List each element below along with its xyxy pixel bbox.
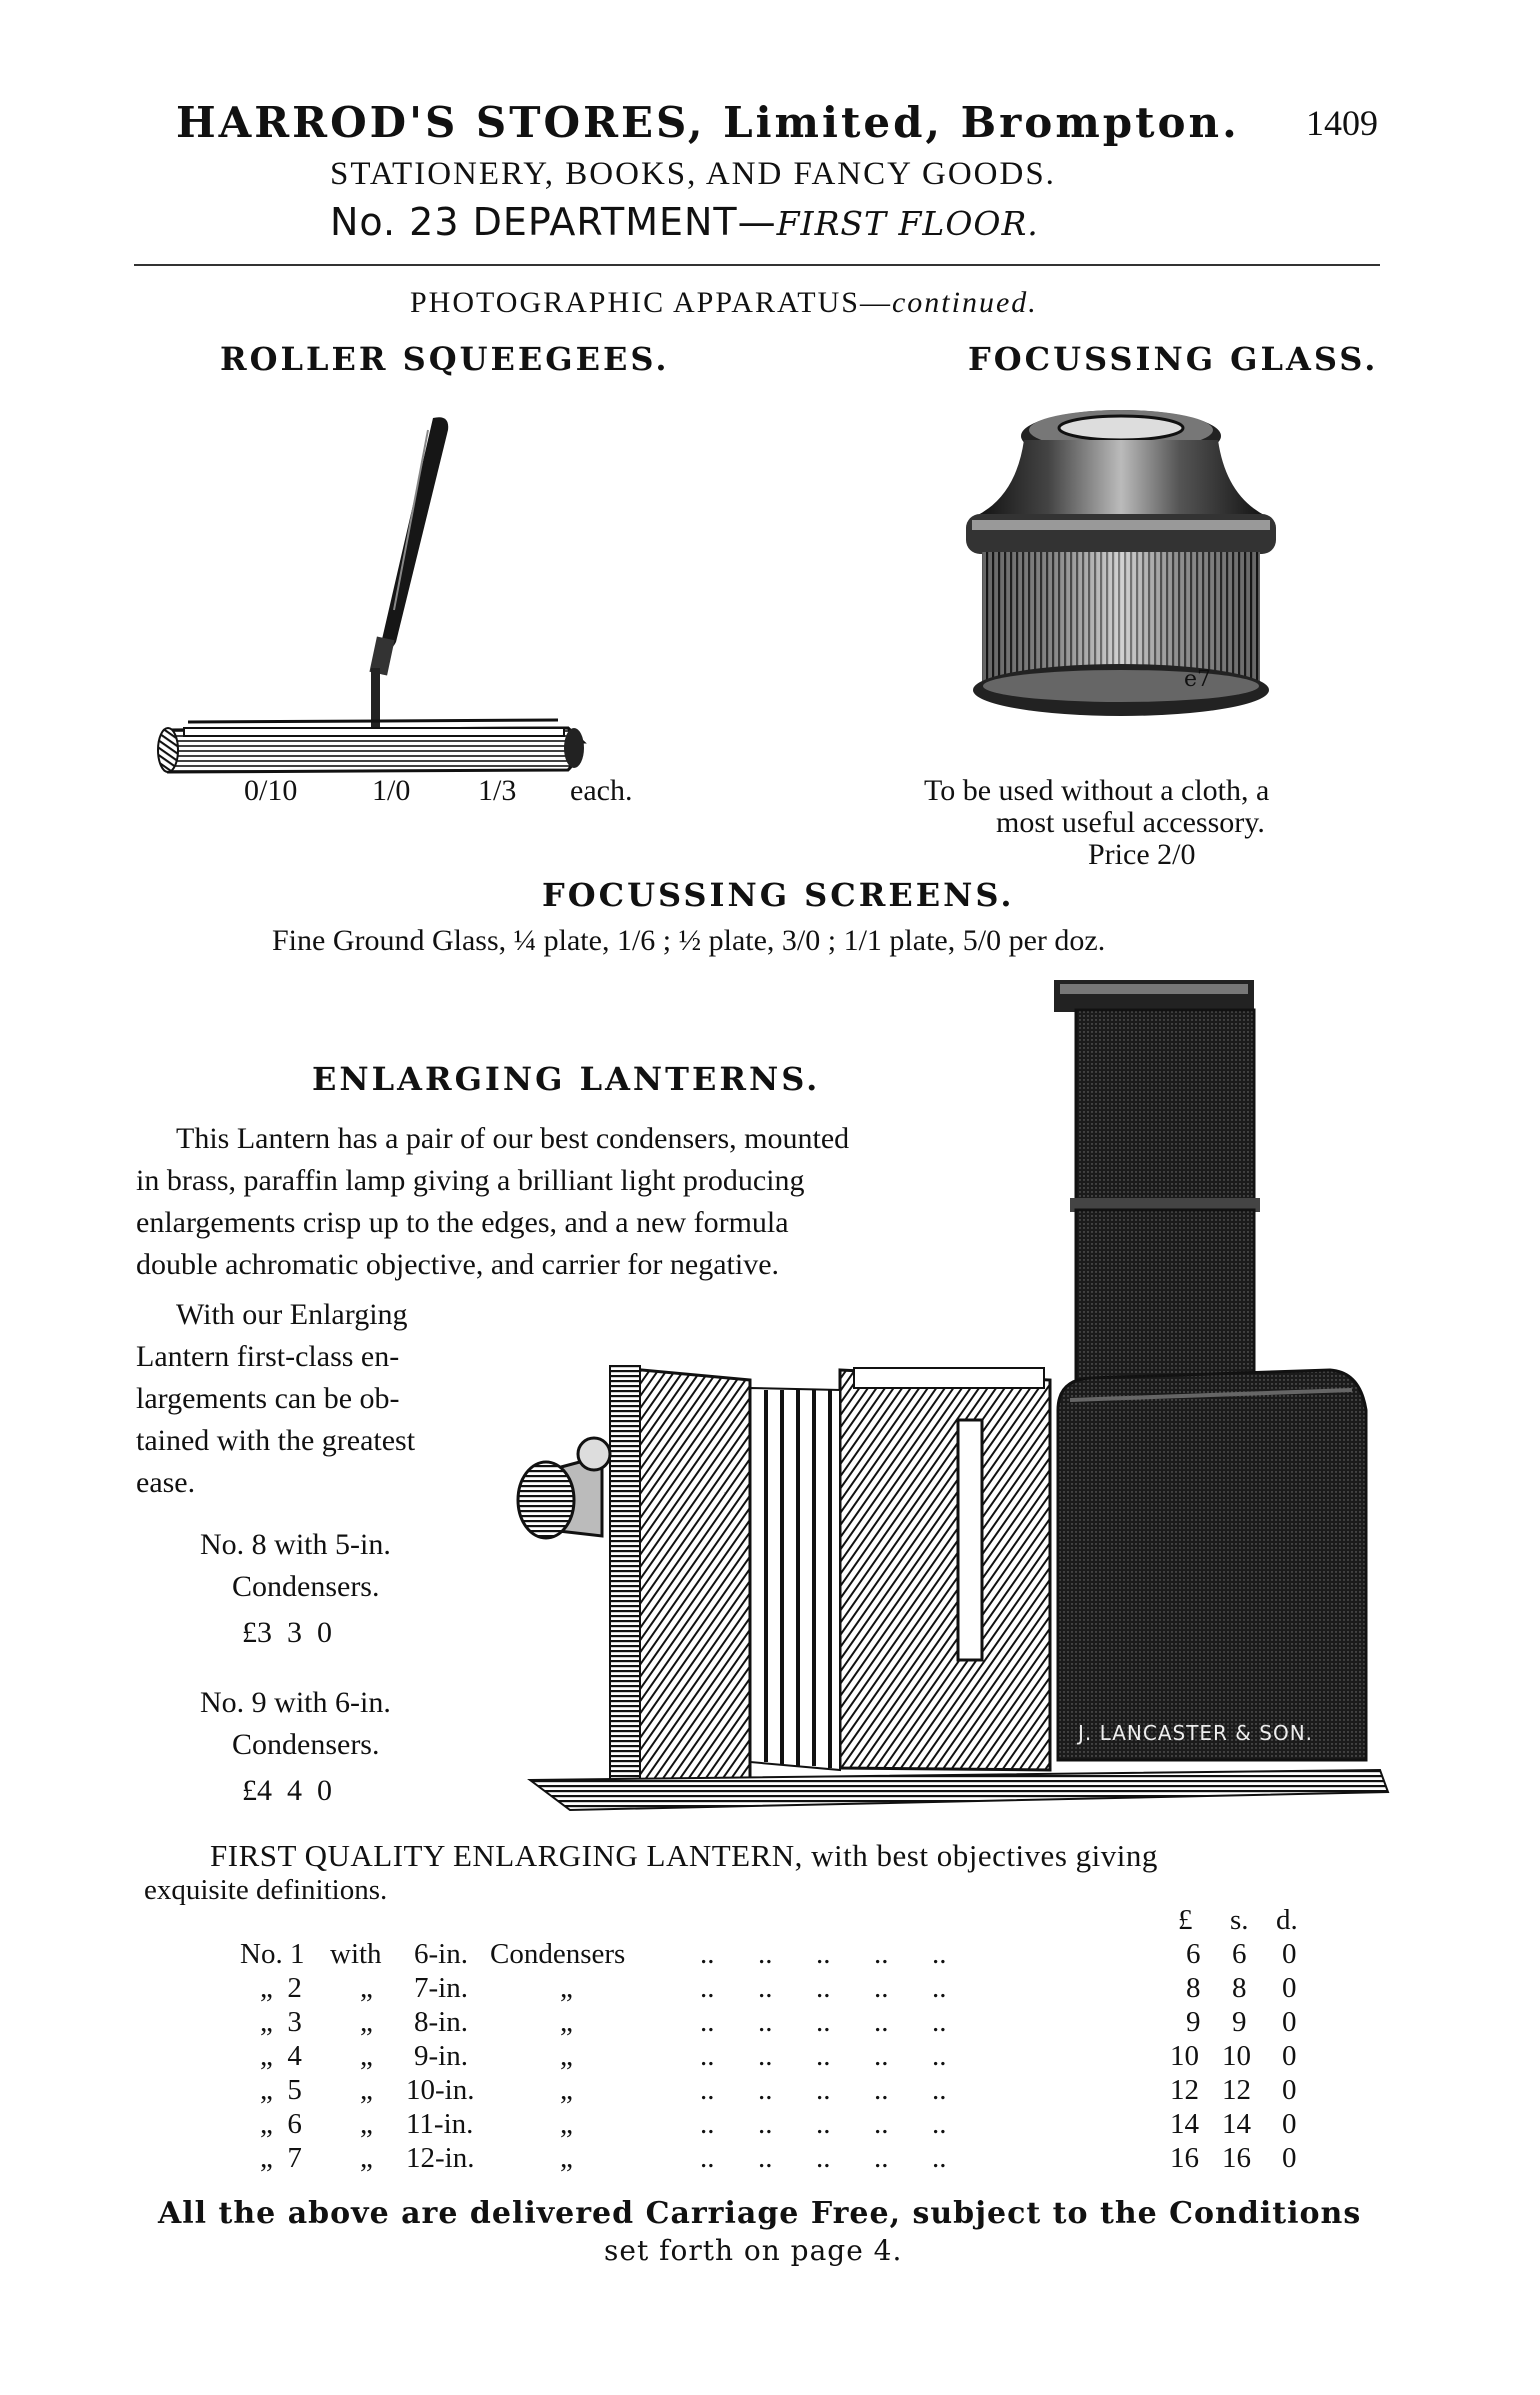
table-row <box>0 1972 1540 2006</box>
col-pence: d. <box>1276 1904 1298 1936</box>
row-size: 7-in. <box>414 1972 468 2004</box>
row-shillings: 9 <box>1232 2006 1247 2038</box>
roller-squeegees-heading: ROLLER SQUEEGEES. <box>220 340 670 378</box>
row-with: „ <box>360 1972 373 2004</box>
svg-text:e7: e7 <box>1184 667 1212 692</box>
row-size: 10-in. <box>406 2074 475 2106</box>
row-leader: .. .. .. .. .. <box>700 1972 947 2004</box>
row-pounds: 12 <box>1170 2074 1199 2106</box>
department-line <box>330 200 1039 244</box>
row-shillings: 16 <box>1222 2142 1251 2174</box>
row-pence: 0 <box>1282 2074 1297 2106</box>
squeegee-price-3: 1/3 <box>478 774 517 807</box>
price-table-header <box>0 1904 1540 1938</box>
row-size: 12-in. <box>406 2142 475 2174</box>
row-pounds: 10 <box>1170 2040 1199 2072</box>
lantern-desc-line-3: enlargements crisp up to the edges, and a new formula <box>136 1206 789 1239</box>
row-with: „ <box>360 2006 373 2038</box>
header-rule <box>134 264 1380 266</box>
model-9-price: £4 4 0 <box>242 1774 332 1807</box>
department-subtitle: STATIONERY, BOOKS, AND FANCY GOODS. <box>330 156 1056 192</box>
row-with: „ <box>360 2108 373 2140</box>
row-no: „ 5 <box>260 2074 302 2106</box>
row-condensers: „ <box>560 2142 573 2174</box>
footer-line-1: All the above are delivered Carriage Free, subject to the Conditions <box>158 2196 1362 2231</box>
table-row <box>0 1938 1540 1972</box>
table-row <box>0 2142 1540 2176</box>
lantern-model-9 <box>200 1682 500 1812</box>
department-floor: FIRST FLOOR. <box>776 204 1039 243</box>
row-no: „ 3 <box>260 2006 302 2038</box>
row-with: with <box>330 1938 382 1970</box>
row-no: „ 4 <box>260 2040 302 2072</box>
row-size: 11-in. <box>406 2108 474 2140</box>
row-no: „ 6 <box>260 2108 302 2140</box>
roller-squeegee-illustration <box>128 410 608 780</box>
model-8-price: £3 3 0 <box>242 1616 332 1649</box>
row-pence: 0 <box>1282 1972 1297 2004</box>
lantern-note-line-4: tained with the greatest <box>136 1424 416 1457</box>
model-9-line-2: Condensers. <box>232 1728 380 1761</box>
row-leader: .. .. .. .. .. <box>700 2142 947 2174</box>
row-leader: .. .. .. .. .. <box>700 2108 947 2140</box>
row-with: „ <box>360 2074 373 2106</box>
row-pence: 0 <box>1282 2142 1297 2174</box>
section-title <box>410 286 1038 320</box>
row-size: 6-in. <box>414 1938 468 1970</box>
store-title: HARROD'S STORES, Limited, Brompton. <box>176 98 1240 147</box>
section-title-text: PHOTOGRAPHIC APPARATUS— <box>410 286 892 319</box>
focussing-glass-illustration <box>956 396 1286 736</box>
squeegee-each: each. <box>570 774 633 807</box>
row-no: No. 1 <box>240 1938 305 1970</box>
row-pence: 0 <box>1282 2006 1297 2038</box>
lantern-desc-line-2: in brass, paraffin lamp giving a brilliant light producing <box>136 1164 805 1197</box>
row-pounds: 8 <box>1186 1972 1201 2004</box>
row-with: „ <box>360 2142 373 2174</box>
department-prefix: No. 23 DEPARTMENT— <box>330 200 777 244</box>
focussing-screens-line: Fine Ground Glass, ¼ plate, 1/6 ; ½ plate, 3/0 ; 1/1 plate, 5/0 per doz. <box>272 924 1106 957</box>
first-quality-line-1: FIRST QUALITY ENLARGING LANTERN, with best objectives giving <box>210 1838 1158 1873</box>
footer-line-2: set forth on page 4. <box>604 2234 903 2267</box>
table-row <box>0 2074 1540 2108</box>
row-shillings: 6 <box>1232 1938 1247 1970</box>
row-shillings: 14 <box>1222 2108 1251 2140</box>
section-continued: continued. <box>891 286 1038 319</box>
lantern-note-line-3: largements can be ob- <box>136 1382 400 1415</box>
row-condensers: „ <box>560 2108 573 2140</box>
row-leader: .. .. .. .. .. <box>700 1938 947 1970</box>
col-shillings: s. <box>1230 1904 1249 1936</box>
row-shillings: 8 <box>1232 1972 1247 2004</box>
lantern-note <box>136 1294 516 1504</box>
row-shillings: 12 <box>1222 2074 1251 2106</box>
focussing-screens-heading: FOCUSSING SCREENS. <box>542 876 1015 914</box>
row-pounds: 6 <box>1186 1938 1201 1970</box>
lantern-note-line-5: ease. <box>136 1466 196 1499</box>
row-size: 9-in. <box>414 2040 468 2072</box>
table-row <box>0 2040 1540 2074</box>
page-number: 1409 <box>1306 103 1378 143</box>
lantern-note-line-1: With our Enlarging <box>176 1298 408 1331</box>
model-8-line-1: No. 8 with 5-in. <box>200 1528 391 1561</box>
lantern-note-line-2: Lantern first-class en- <box>136 1340 400 1373</box>
row-pounds: 16 <box>1170 2142 1199 2174</box>
row-condensers: „ <box>560 2074 573 2106</box>
row-size: 8-in. <box>414 2006 468 2038</box>
lantern-desc-line-1: This Lantern has a pair of our best condensers, mounted <box>176 1122 850 1155</box>
row-shillings: 10 <box>1222 2040 1251 2072</box>
maker-plate: J. LANCASTER & SON. <box>1078 1721 1314 1745</box>
lantern-model-8 <box>200 1524 500 1654</box>
row-no: „ 2 <box>260 1972 302 2004</box>
focussing-glass-heading: FOCUSSING GLASS. <box>968 340 1379 378</box>
row-leader: .. .. .. .. .. <box>700 2074 947 2106</box>
col-pounds: £ <box>1178 1904 1193 1936</box>
row-condensers: „ <box>560 2040 573 2072</box>
focussing-glass-desc-2: most useful accessory. <box>996 806 1265 839</box>
table-row <box>0 2006 1540 2040</box>
row-no: „ 7 <box>260 2142 302 2174</box>
row-condensers: Condensers <box>490 1938 626 1970</box>
model-9-line-1: No. 9 with 6-in. <box>200 1686 391 1719</box>
squeegee-price-2: 1/0 <box>372 774 411 807</box>
first-quality-line-2: exquisite definitions. <box>144 1874 388 1906</box>
row-condensers: „ <box>560 2006 573 2038</box>
row-pounds: 14 <box>1170 2108 1199 2140</box>
squeegee-price-1: 0/10 <box>244 774 298 807</box>
focussing-glass-price: Price 2/0 <box>1088 838 1196 871</box>
lantern-description <box>136 1118 998 1286</box>
enlarging-lanterns-heading: ENLARGING LANTERNS. <box>312 1060 821 1098</box>
row-pence: 0 <box>1282 2040 1297 2072</box>
row-pounds: 9 <box>1186 2006 1201 2038</box>
row-with: „ <box>360 2040 373 2072</box>
lantern-desc-line-4: double achromatic objective, and carrier for negative. <box>136 1248 780 1281</box>
row-leader: .. .. .. .. .. <box>700 2006 947 2038</box>
table-row <box>0 2108 1540 2142</box>
focussing-glass-desc-1: To be used without a cloth, a <box>924 774 1270 807</box>
row-condensers: „ <box>560 1972 573 2004</box>
model-8-line-2: Condensers. <box>232 1570 380 1603</box>
row-pence: 0 <box>1282 1938 1297 1970</box>
row-leader: .. .. .. .. .. <box>700 2040 947 2072</box>
row-pence: 0 <box>1282 2108 1297 2140</box>
